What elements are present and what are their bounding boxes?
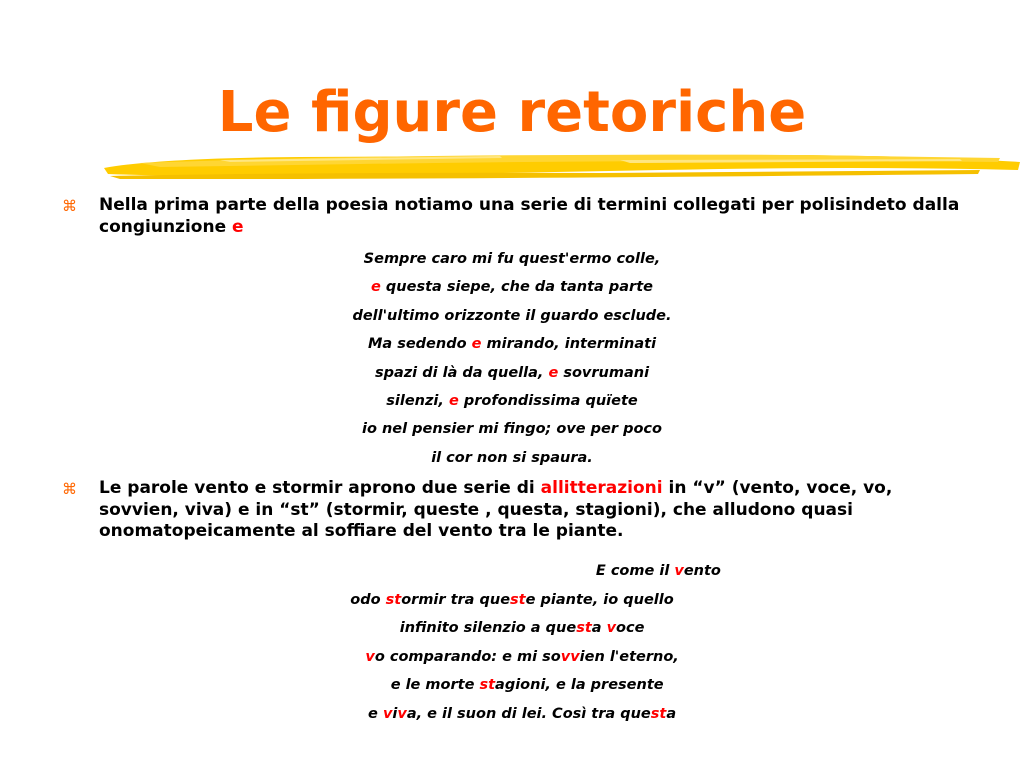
verse-highlight: st [510, 591, 526, 608]
verse-text: ento [683, 563, 721, 579]
verse-text: sovrumani [558, 364, 650, 381]
verse-highlight: v [674, 563, 684, 579]
verse-text: Ma sedendo [367, 336, 472, 353]
verse-highlight: st [479, 677, 496, 694]
verse-line [0, 648, 1024, 666]
verse-text: a, e il suon di lei. Così tra que [406, 706, 651, 722]
slide-title: Le figure retoriche [217, 80, 807, 145]
verse-line [0, 364, 1024, 382]
verse-line [0, 307, 1024, 325]
verse-text: e [347, 706, 383, 722]
command-key-icon: ⌘ [62, 197, 77, 215]
verse-highlight: e [448, 393, 459, 409]
verse-line [0, 392, 1024, 410]
verse-text: oce [616, 620, 645, 637]
verse-text: questa siepe, che da tanta parte [380, 279, 653, 296]
verse-text: a [666, 706, 677, 722]
verse-text: profondissima quïete [458, 393, 638, 409]
verse-highlight: vv [560, 648, 580, 665]
verse-line [0, 278, 1024, 296]
verse-text: Sempre caro mi fu quest'ermo colle, [363, 251, 661, 267]
verse-line [0, 619, 1024, 637]
yellow-brush-stroke [100, 148, 1024, 188]
verse-text [345, 649, 365, 665]
verse-highlight: st [385, 591, 402, 608]
verse-text: i [392, 706, 398, 722]
verse-text: silenzi, [386, 393, 449, 409]
verse-highlight: st [650, 706, 667, 722]
verse-line [0, 420, 1024, 438]
verse-highlight: e [371, 279, 381, 296]
verse-text: agioni, e la presente [495, 677, 664, 694]
verse-text: spazi di là da quella, [374, 364, 549, 381]
verse-highlight: e [471, 336, 482, 353]
verse-text: o comparando: e mi so [374, 648, 561, 665]
verse-text: mirando, interminati [481, 336, 657, 353]
verse-text: dell'ultimo orizzonte il guardo esclude. [352, 307, 672, 324]
paragraph-text-before: Le parole vento e stormir aprono due serie di [99, 478, 541, 498]
verse-line [0, 705, 1024, 723]
verse-line [0, 591, 1024, 609]
paragraph-polisindeto [99, 195, 969, 238]
highlight-congiunzione: e [232, 216, 244, 237]
verse-line [0, 335, 1024, 353]
paragraph-text-after: in “v” (vento, voce, vo, sovvien, viva) e in “st” (stormir, queste , questa, stagioni), che alludono quasi onomatopeicamente al soffiare del vento tra le piante. [99, 478, 893, 541]
verse-highlight: e [548, 364, 559, 381]
verse-highlight: v [397, 706, 407, 722]
verse-highlight: v [382, 706, 393, 722]
verse-text: io nel pensier mi fingo; ove per poco [362, 421, 662, 438]
verse-highlight: st [576, 620, 592, 637]
verse-text: ormir tra que [401, 591, 511, 608]
verse-line [0, 449, 1024, 467]
verse-text: il cor non si spaura. [431, 449, 593, 466]
verse-text: E come il [303, 563, 675, 579]
highlight-allitterazioni: allitterazioni [540, 478, 663, 498]
paragraph-text: Nella prima parte della poesia notiamo una serie di termini collegati per polisindeto dalla congiunzione [99, 195, 960, 237]
paragraph-allitterazioni [99, 478, 969, 543]
verse-text: ien l'eterno, [579, 648, 679, 665]
verse-line [0, 250, 1024, 268]
command-key-icon: ⌘ [62, 480, 77, 498]
verse-line [0, 562, 1024, 580]
verse-text: e le morte [360, 677, 480, 694]
verse-text: infinito silenzio a que [379, 620, 577, 637]
verse-text: odo [350, 591, 386, 608]
verse-text: e piante, io quello [525, 591, 674, 608]
verse-line [0, 676, 1024, 694]
verse-highlight: v [365, 648, 375, 665]
verse-highlight: v [606, 620, 617, 637]
verse-text: a [591, 620, 607, 637]
